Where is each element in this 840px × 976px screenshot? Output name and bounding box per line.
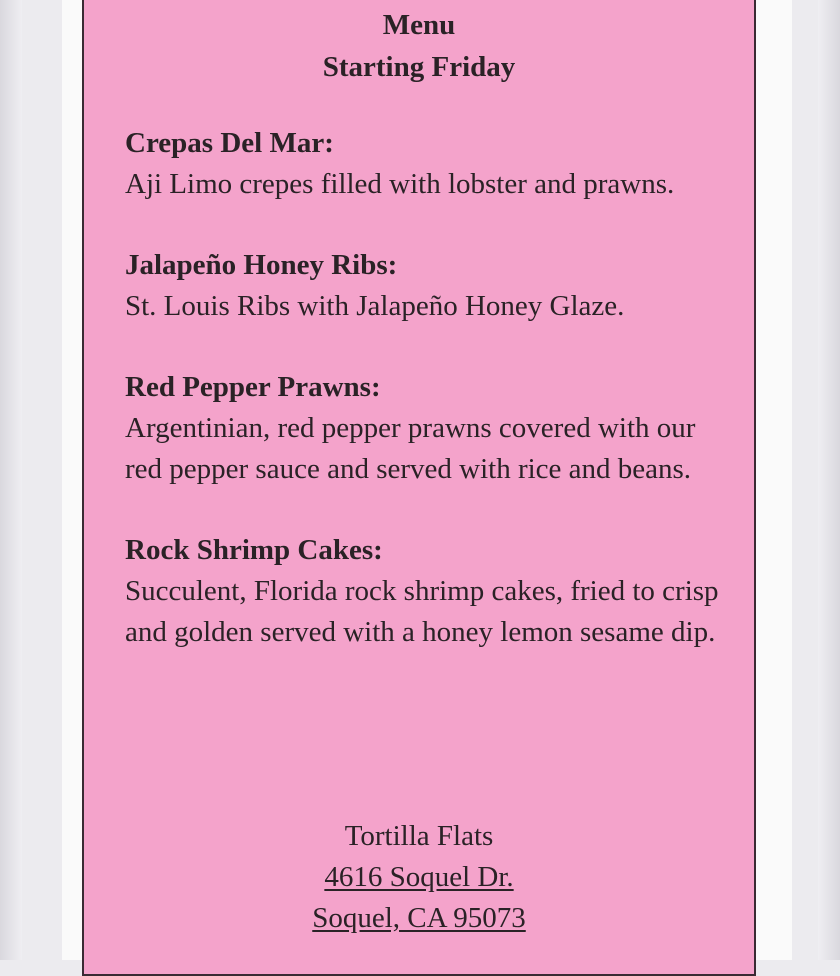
- address-city-link[interactable]: Soquel, CA 95073: [312, 902, 526, 934]
- flyer-header: [84, 4, 754, 88]
- menu-item-name: Red Pepper Prawns:: [125, 371, 381, 403]
- menu-item-description: Succulent, Florida rock shrimp cakes, fried to crisp and golden served with a honey lemon sesame dip.: [125, 575, 719, 648]
- menu-item: [125, 123, 725, 205]
- menu-subtitle: Starting Friday: [322, 51, 516, 83]
- menu-item-description: St. Louis Ribs with Jalapeño Honey Glaze.: [125, 290, 625, 322]
- menu-items: [125, 123, 725, 693]
- left-edge-shade: [0, 0, 22, 960]
- menu-item-name: Crepas Del Mar:: [125, 127, 334, 159]
- menu-item: [125, 245, 725, 327]
- restaurant-info: [84, 816, 754, 939]
- menu-item-name: Rock Shrimp Cakes:: [125, 534, 383, 566]
- menu-item-description: Argentinian, red pepper prawns covered with our red pepper sauce and served with rice and beans.: [125, 412, 696, 485]
- menu-flyer: [82, 0, 756, 976]
- menu-item-name: Jalapeño Honey Ribs:: [125, 249, 398, 281]
- restaurant-name: Tortilla Flats: [344, 820, 494, 852]
- menu-item: [125, 530, 725, 653]
- address-street-link[interactable]: 4616 Soquel Dr.: [324, 861, 514, 893]
- menu-item-description: Aji Limo crepes filled with lobster and prawns.: [125, 168, 675, 200]
- menu-item: [125, 367, 725, 490]
- menu-title: Menu: [382, 9, 456, 41]
- right-edge-shade: [818, 0, 840, 960]
